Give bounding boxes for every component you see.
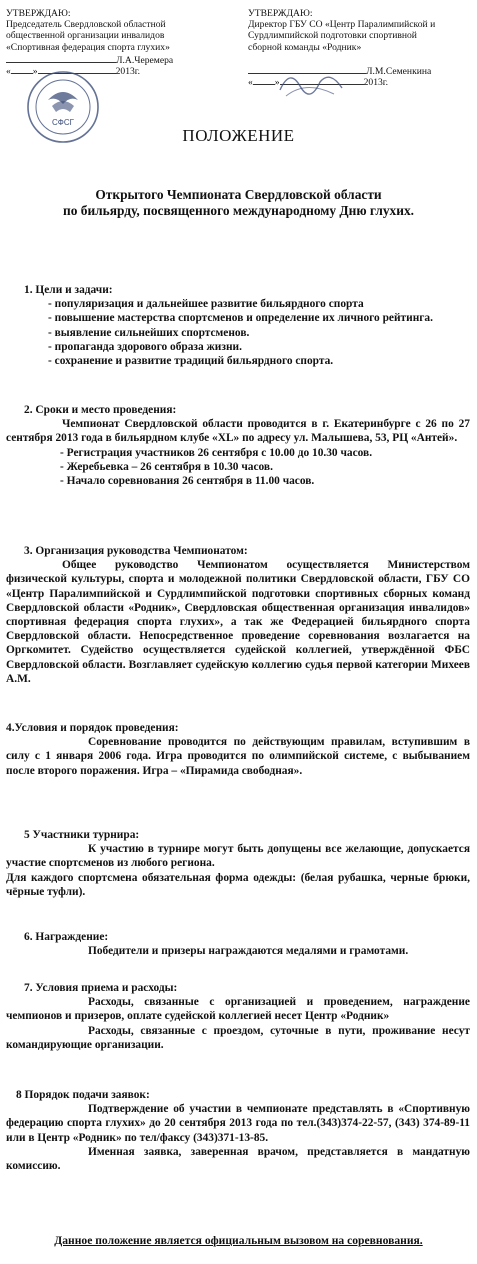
section-organization — [6, 544, 470, 686]
document-title: ПОЛОЖЕНИЕ — [182, 126, 295, 145]
section-text: Расходы, связанные с организацией и проведением, награждение чемпионов и призеров, оплате судейской коллегией несет Центр «Родник» — [6, 996, 470, 1023]
section-heading: 3. Организация руководства Чемпионатом: — [24, 545, 248, 557]
list-item: - пропаганда здорового образа жизни. — [48, 340, 242, 353]
approval-date: « » 2013г. — [6, 66, 141, 78]
section-heading: 8 Порядок подачи заявок: — [16, 1089, 150, 1101]
list-item: - Регистрация участников 26 сентября с 10.00 до 10.30 часов. — [60, 446, 373, 459]
signature-scribble-right — [276, 60, 346, 104]
section-awards — [6, 930, 470, 958]
signature-blank — [6, 53, 116, 63]
section-text: Чемпионат Свердловской области проводится в г. Екатеринбурге с 26 по 27 сентября 2013 года в бильярдном клубе «XL» по адресу ул. Малышева, 53, РЦ «Антей». — [6, 418, 470, 445]
document-subtitle: Открытого Чемпионата Свердловской области по бильярду, посвященного международному Дню глухих. — [63, 187, 414, 218]
list-item: - повышение мастерства спортсменов и определение их личного рейтинга. — [48, 312, 433, 325]
section-text: К участию в турнире могут быть допущены все желающие, допускается участие спортсменов из любого региона. — [6, 843, 470, 870]
approval-line: общественной организации инвалидов — [6, 30, 165, 42]
approval-date: « » 2013г. — [248, 77, 389, 89]
section-goals — [6, 283, 470, 368]
official-call-note: Данное положение является официальным вызовом на соревнования. — [54, 1234, 423, 1247]
approval-line: сборной команды «Родник» — [248, 41, 362, 53]
signer-name: Л.М.Семенкина — [366, 65, 432, 77]
signature-line — [6, 53, 236, 66]
approval-line: «Спортивная федерация спорта глухих» — [6, 41, 170, 53]
section-text: Соревнование проводится по действующим правилам, вступившим в силу с 1 января 2006 года. Игра проводится по олимпийской системе, с выбыванием после второго поражения. Игра – «Пирамида свободная». — [6, 736, 470, 777]
section-dates-place — [6, 403, 470, 488]
section-expenses — [6, 981, 470, 1052]
approval-line: Директор ГБУ СО «Центр Паралимпийской и — [248, 19, 436, 31]
section-text: Подтверждение об участии в чемпионате представлять в «Спортивную федерацию спорта глухих» до 20 сентября 2013 года по тел.(343)374-22-57, (343) 374-89-11 или в Центр «Родник» по тел/факсу (343)371-13-85. — [6, 1103, 470, 1144]
section-applications — [6, 1088, 470, 1173]
section-heading: 2. Сроки и место проведения: — [24, 404, 177, 416]
approval-line: Сурдлимпийской подготовки спортивной — [248, 30, 417, 42]
approval-heading: УТВЕРЖДАЮ: — [6, 8, 71, 19]
section-text: Общее руководство Чемпионатом осуществляется Министерством физической культуры, спорта и молодежной политики Свердловской области, ГБУ СО «Центр Паралимпийской и Сурдлимпийской подготовки спортивных сборных команд Свердловской области «Родник», Свердловская общественная организация инвалидов» спортивная федерация спорта глухих», а так же Федерацией бильярдного спорта Свердловской области. Непосредственное проведение соревнования возлагается на Оргкомитет. Судейство осуществляется судейской коллегией, утверждённой ФБС Свердловской области. Возглавляет судейскую коллегию судья первой категории Михеев А.М. — [6, 559, 470, 685]
section-heading: 6. Награждение: — [24, 931, 109, 943]
section-text: Именная заявка, заверенная врачом, представляется в мандатную комиссию. — [6, 1145, 470, 1173]
section-heading: 1. Цели и задачи: — [24, 284, 113, 296]
list-item: - Жеребьевка – 26 сентября в 10.30 часов. — [60, 460, 273, 473]
signer-name: Л.А.Черемера — [116, 54, 174, 66]
approval-heading: УТВЕРЖДАЮ: — [248, 8, 313, 19]
section-heading: 5 Участники турнира: — [24, 829, 140, 841]
section-heading: 4.Условия и порядок проведения: — [6, 722, 179, 734]
section-participants — [6, 828, 470, 899]
section-text: Для каждого спортсмена обязательная форма одежды: (белая рубашка, черные брюки, чёрные туфли). — [6, 871, 470, 898]
list-item: - популяризация и дальнейшее развитие бильярдного спорта — [48, 298, 364, 311]
section-heading: 7. Условия приема и расходы: — [24, 982, 178, 994]
approval-block-left — [6, 8, 236, 77]
approval-line: Председатель Свердловской областной — [6, 19, 166, 31]
section-text: Победители и призеры награждаются медалями и грамотами. — [88, 945, 409, 958]
list-item: - Начало соревнования 26 сентября в 11.00 часов. — [60, 475, 315, 488]
list-item: - сохранение и развитие традиций бильярдного спорта. — [48, 355, 334, 368]
section-conditions — [6, 721, 470, 778]
section-text: Расходы, связанные с проездом, суточные в пути, проживание несут командирующие организации. — [6, 1024, 470, 1051]
list-item: - выявление сильнейших спортсменов. — [48, 326, 250, 339]
seal-label: СФСГ — [52, 118, 74, 127]
